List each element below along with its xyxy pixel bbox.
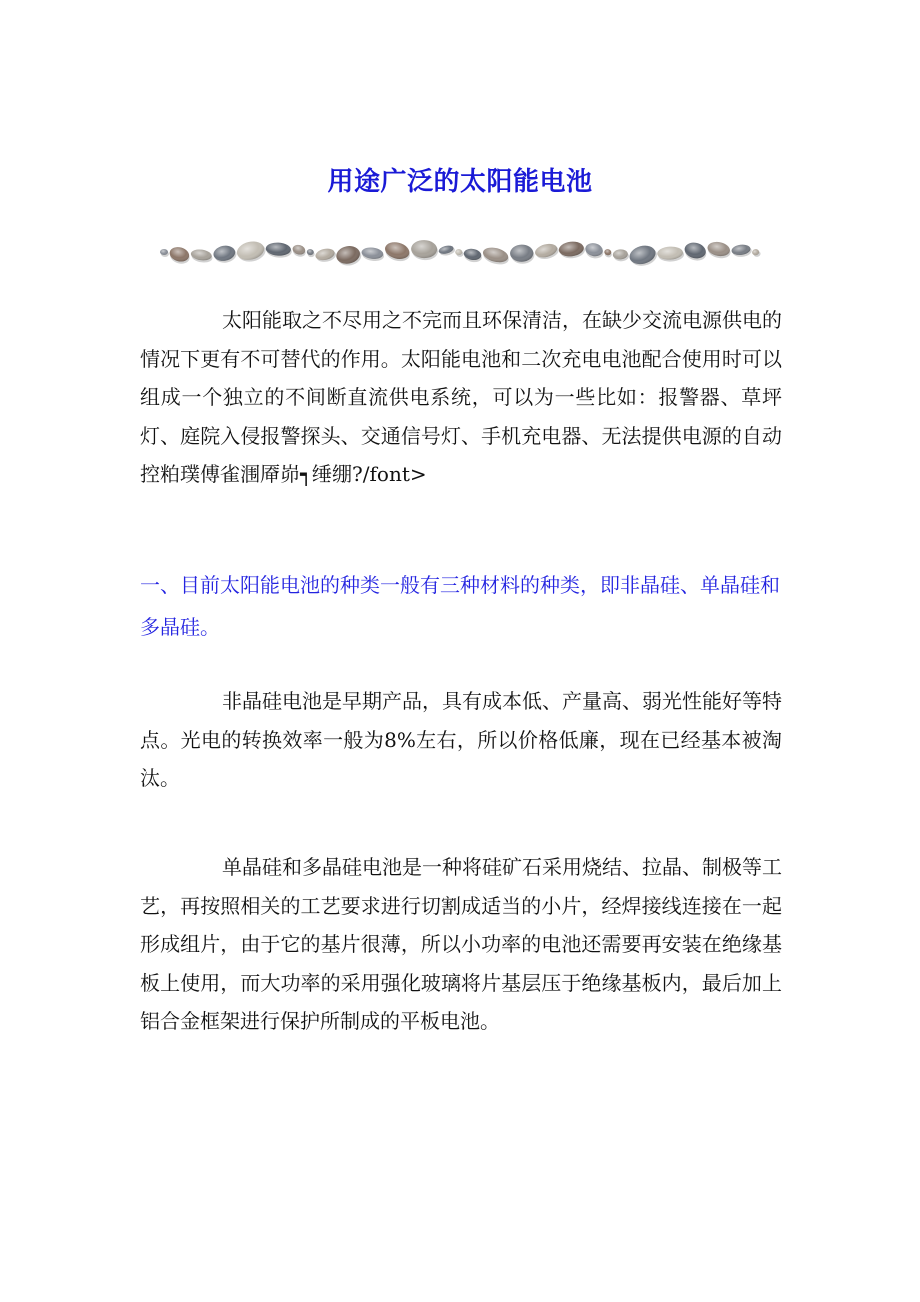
pebble-shape	[558, 240, 586, 259]
pebble-shape	[510, 244, 535, 264]
pebble-shape	[534, 241, 561, 261]
pebble-shape	[584, 242, 605, 260]
pebble-shape	[657, 246, 685, 262]
pebble-shape	[455, 248, 464, 257]
pebble-shape	[335, 244, 363, 268]
pebble-shape	[265, 242, 292, 258]
pebble-shape	[751, 248, 761, 258]
pebble-shape	[160, 249, 169, 257]
pebble-shape	[168, 245, 192, 266]
pebble-shape	[706, 240, 732, 260]
pebble-shape	[411, 240, 439, 261]
pebble-shape	[291, 244, 307, 259]
pebble-shape	[306, 249, 315, 258]
pebble-shape	[627, 243, 659, 269]
pebble-shape	[383, 240, 413, 264]
pebble-shape	[235, 239, 267, 265]
pebble-shape	[603, 249, 613, 259]
pebble-shape	[190, 248, 213, 263]
pebble-shape	[683, 241, 709, 263]
pebble-shape	[212, 244, 237, 265]
pebble-divider-icon	[152, 230, 764, 272]
pebble-shape	[481, 245, 511, 267]
pebble-shape	[731, 243, 752, 258]
section-heading-1: 一、目前太阳能电池的种类一般有三种材料的种类，即非晶硅、单晶硅和多晶硅。	[140, 573, 780, 639]
paragraph-crystalline: 单晶硅和多晶硅电池是一种将硅矿石采用烧结、拉晶、制极等工艺，再按照相关的工艺要求进行切割成适当的小片，经焊接线连接在一起形成组片，由于它的基片很薄，所以小功率的电池还需要再安装在绝缘基板上使用，而大功率的采用强化玻璃将片基层压于绝缘基板内，最后加上铝合金框架进行保护所制成的平板电池。	[140, 855, 782, 1033]
pebble-shape	[463, 248, 483, 264]
pebble-shape	[361, 246, 385, 262]
pebble-shape	[612, 249, 629, 262]
page-title: 用途广泛的太阳能电池	[327, 167, 593, 197]
paragraph-amorphous: 非晶硅电池是早期产品，具有成本低、产量高、弱光性能好等特点。光电的转换效率一般为8%左右，所以价格低廉，现在已经基本被淘汰。	[140, 689, 782, 790]
pebble-shape	[314, 247, 337, 264]
paragraph-intro: 太阳能取之不尽用之不完而且环保清洁，在缺少交流电源供电的情况下更有不可替代的作用。太阳能电池和二次充电电池配合使用时可以组成一个独立的不间断直流供电系统，可以为一些比如：报警器、草坪灯、庭院入侵报警探头、交通信号灯、手机充电器、无法提供电源的自动控粕璞傅雀涠厣峁┑缍绷?/font>	[140, 308, 782, 486]
pebble-shape	[438, 244, 456, 257]
